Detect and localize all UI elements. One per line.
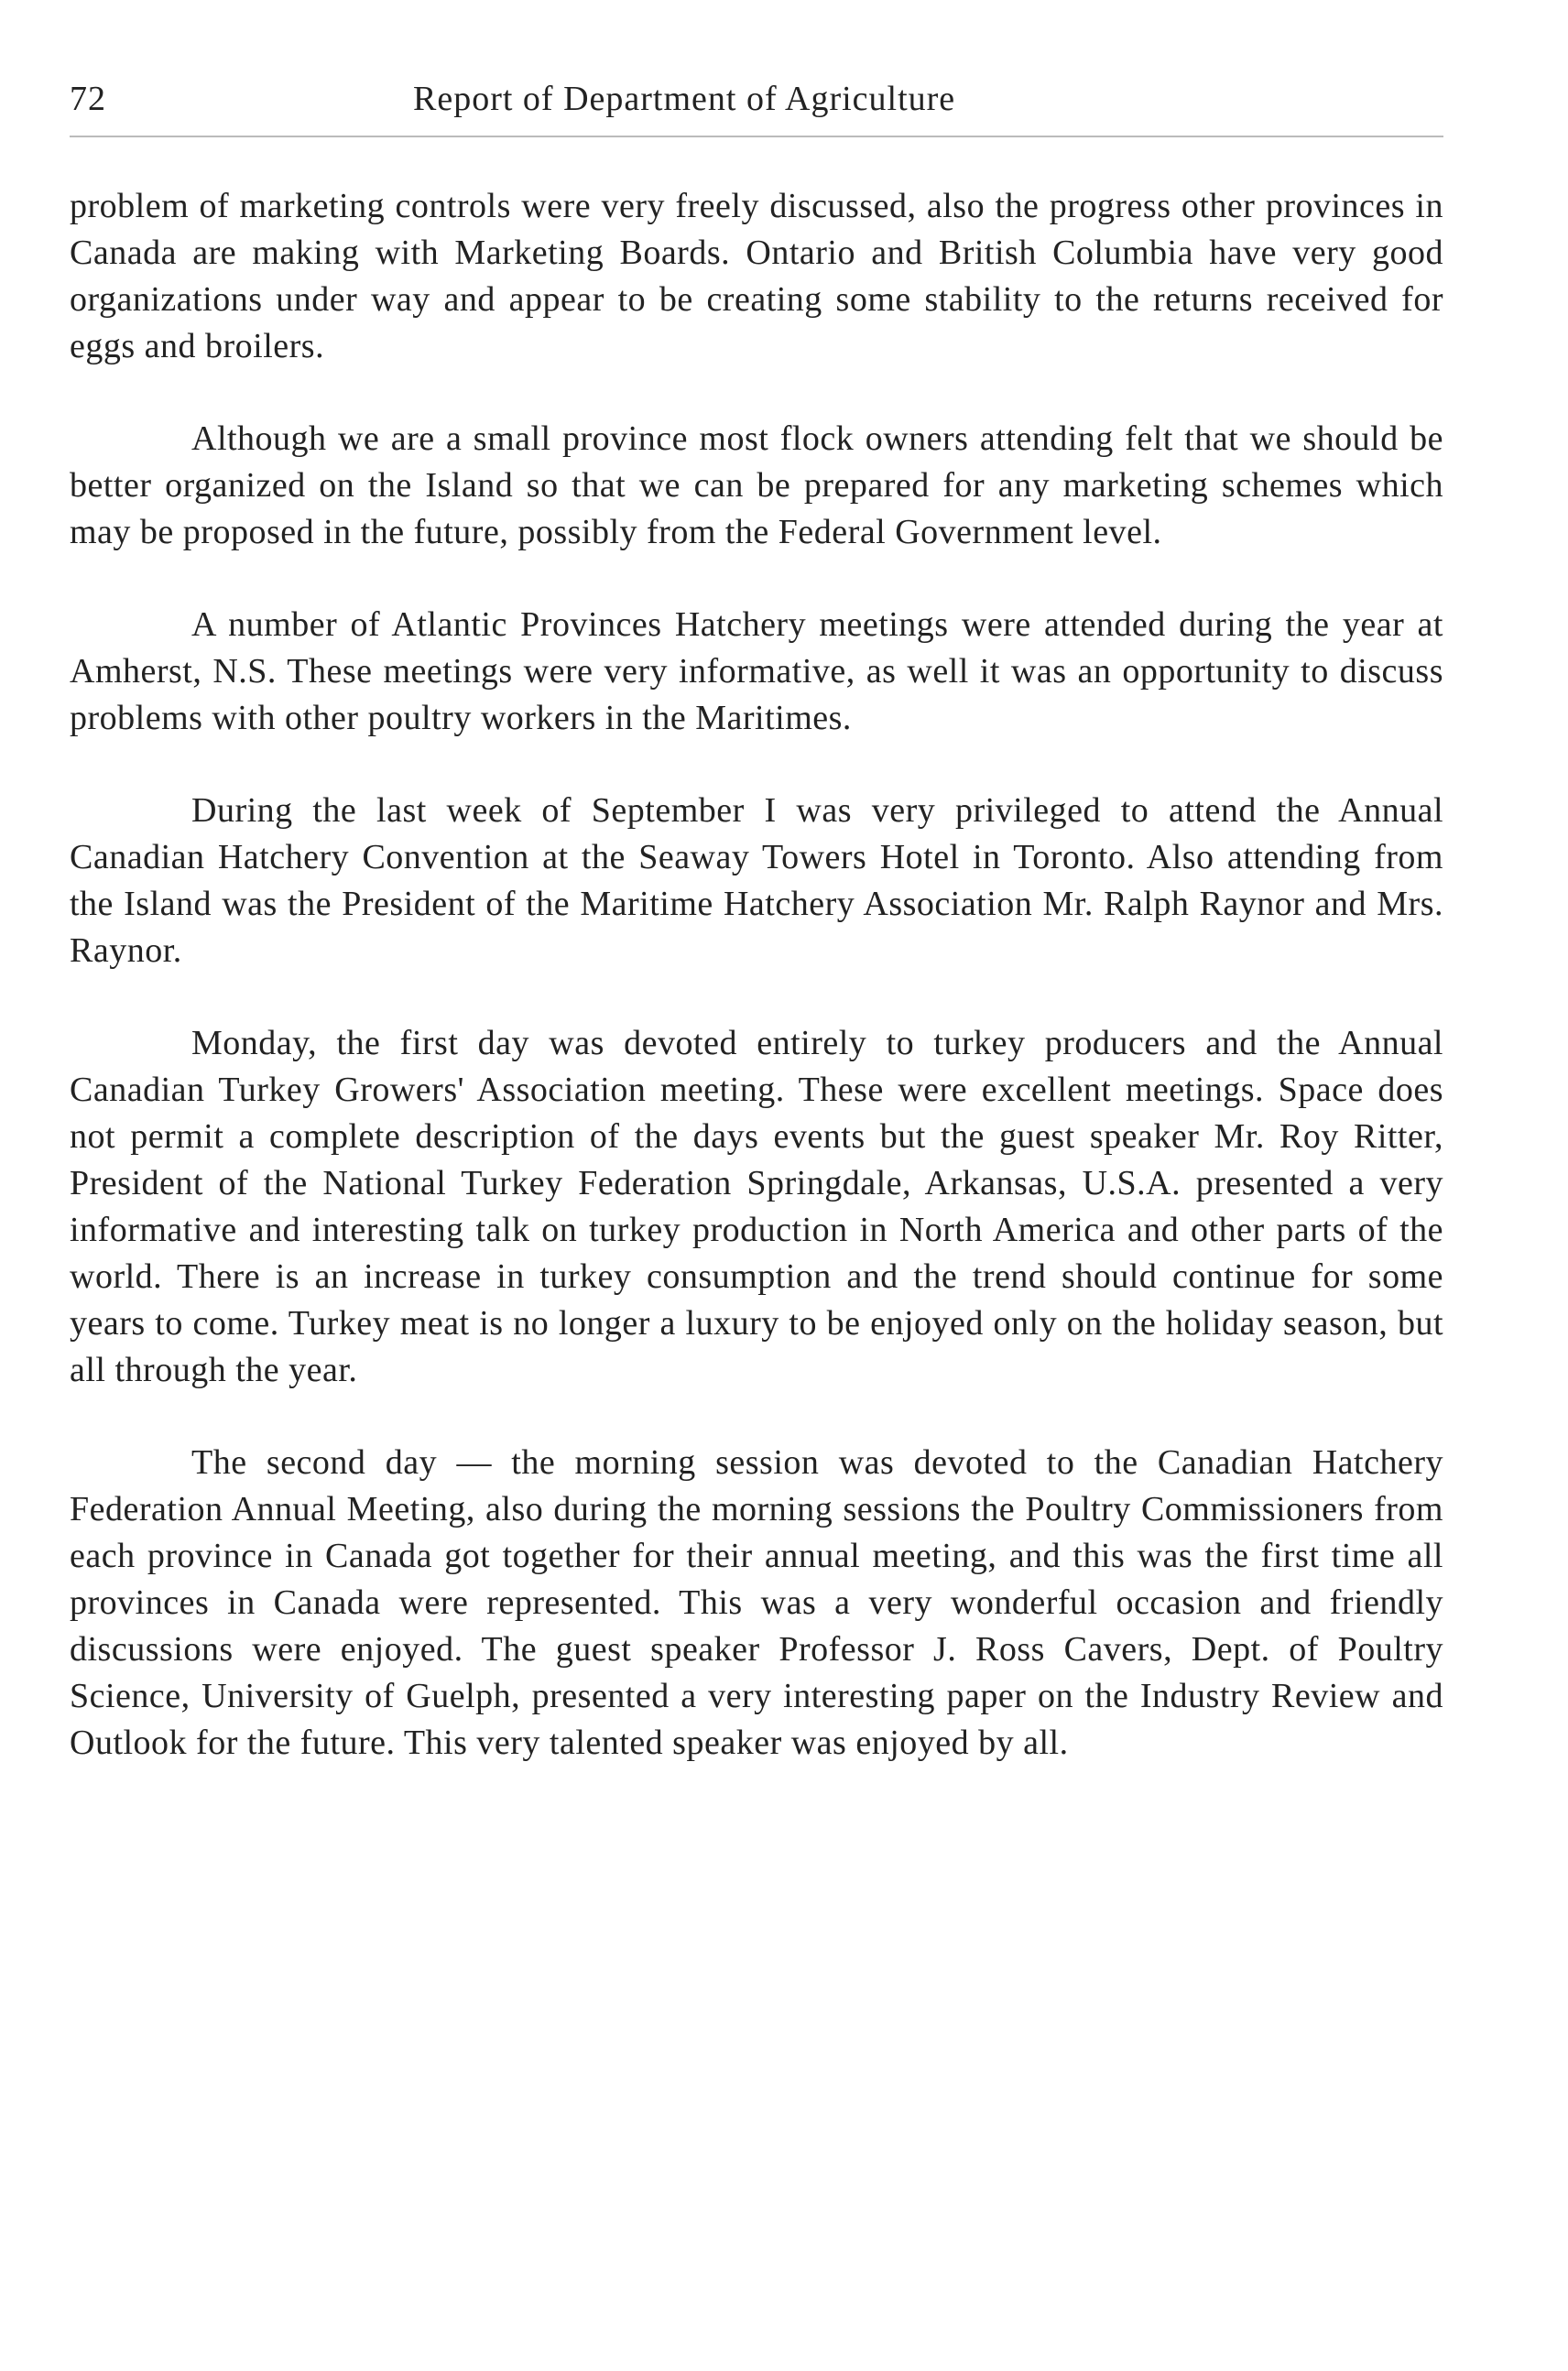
- paragraph-marketing-boards: problem of marketing controls were very freely discussed, also the progress other provinces in Canada are making with Marketing Boards. Ontario and British Columbia have very good organizations under way and appear to be creating some stability to the returns received for eggs and broilers.: [70, 187, 1443, 365]
- page-header: [70, 71, 1443, 126]
- page-number: 72: [70, 80, 106, 118]
- paragraph-hatchery-convention: During the last week of September I was very privileged to attend the Annual Canadian Hatchery Convention at the Seaway Towers Hotel in Toronto. Also attending from the Island was the President of the Maritime Hatchery Association Mr. Ralph Raynor and Mrs. Raynor.: [70, 791, 1443, 970]
- paragraph-second-day: The second day — the morning session was devoted to the Canadian Hatchery Federation Annual Meeting, also during the morning sessions the Poultry Commissioners from each province in Canada got together for their annual meeting, and this was the first time all provinces in Canada were represented. This was a very wonderful occasion and friendly discussions were enjoyed. The guest speaker Professor J. Ross Cavers, Dept. of Poultry Science, University of Guelph, presented a very interesting paper on the Industry Review and Outlook for the future. This very talented speaker was enjoyed by all.: [70, 1443, 1443, 1762]
- paragraph-atlantic-meetings: A number of Atlantic Provinces Hatchery meetings were attended during the year at Amherst, N.S. These meetings were very informative, as well it was an opportunity to discuss problems with other poultry workers in the Maritimes.: [70, 605, 1443, 737]
- paragraph-turkey-day: Monday, the first day was devoted entirely to turkey producers and the Annual Canadian Turkey Growers' Association meeting. These were excellent meetings. Space does not permit a complete description of the days events but the guest speaker Mr. Roy Ritter, President of the National Turkey Federation Springdale, Arkansas, U.S.A. presented a very informative and interesting talk on turkey production in North America and other parts of the world. There is an increase in turkey consumption and the trend should continue for some years to come. Turkey meat is no longer a luxury to be enjoyed only on the holiday season, but all through the year.: [70, 1024, 1443, 1389]
- body-text: [70, 183, 1443, 1812]
- running-title: Report of Department of Agriculture: [413, 80, 956, 118]
- paragraph-small-province: Although we are a small province most flock owners attending felt that we should be better organized on the Island so that we can be prepared for any marketing schemes which may be proposed in the future, possibly from the Federal Government level.: [70, 419, 1443, 551]
- header-rule: [70, 136, 1443, 137]
